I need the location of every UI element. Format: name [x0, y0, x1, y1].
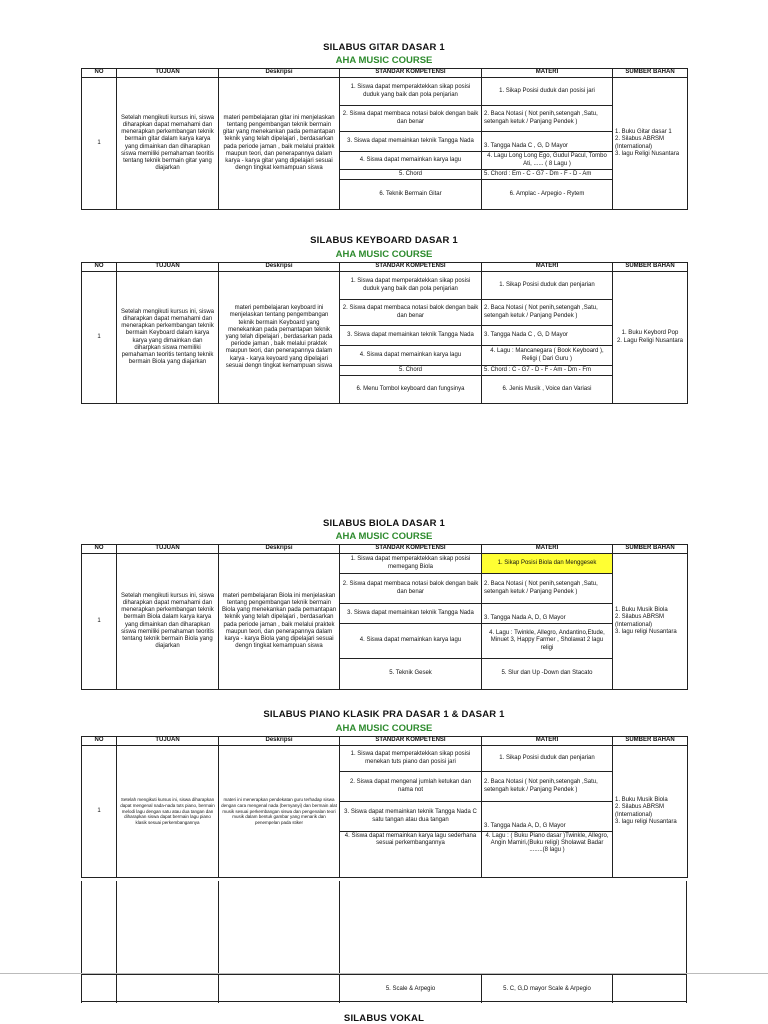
materi-cell: 2. Baca Notasi ( Not penih,setengah ,Satu, setengah ketuk / Panjang Pendek ) — [482, 106, 613, 132]
header-deskripsi: Deskripsi — [219, 737, 340, 746]
header-no: NO — [82, 737, 117, 746]
keyboard-subtitle: AHA MUSIC COURSE — [335, 249, 433, 260]
table-row — [82, 78, 688, 106]
header-materi: MATERI — [482, 737, 613, 746]
table-header-row — [82, 69, 688, 78]
materi-cell: 3. Tangga Nada A, D, G Mayor — [482, 604, 613, 624]
header-no: NO — [82, 263, 117, 272]
table-row — [82, 272, 688, 300]
column-divider — [686, 881, 687, 973]
materi-cell: 1. Sikap Posisi duduk dan posisi jari — [482, 78, 613, 106]
sumber-cell: 1. Buku Musik Biola 2. Silabus ABRSM (International) 3. lagu religi Nusantara — [613, 746, 688, 878]
materi-cell: 6. Jenis Musik , Voice dan Variasi — [482, 376, 613, 404]
materi-cell: 4. Lagu : ( Buku Piano dasar )Twinkle, Allegro, Angin Mamiri,(Buku religi) Sholawat Badar ........(8 lagu ) — [482, 832, 613, 878]
row-number: 1 — [82, 554, 117, 690]
header-deskripsi: Deskripsi — [219, 263, 340, 272]
biola-table — [81, 544, 688, 690]
materi-cell: 4. Lagu : Twinkle, Allegro, Andantino,Etude, Minuet 3, Happy Farmer , Sholawat 2 lagu religi — [482, 624, 613, 659]
header-materi: MATERI — [482, 545, 613, 554]
sumber-cell: 1. Buku Musik Biola 2. Silabus ABRSM (International) 3. lagu religi Nusantara — [613, 554, 688, 690]
standar-cell: 2. Siswa dapat membaca notasi balok dengan baik dan benar — [340, 106, 482, 132]
standar-cell: 3. Siswa dapat memainkan teknik Tangga Nada — [340, 132, 482, 152]
table-header-row — [82, 545, 688, 554]
materi-cell: 3. Tangga Nada A, D, G Mayor — [482, 802, 613, 832]
row-number: 1 — [82, 272, 117, 404]
materi-cell: 5. Chord : C - G7 - D - F - Am - Dm - Fm — [482, 366, 613, 376]
standar-cell: 5. Chord — [340, 170, 482, 180]
materi-cell: 2. Baca Notasi ( Not penih,setengah ,Satu, setengah ketuk / Panjang Pendek ) — [482, 772, 613, 802]
empty-cell — [116, 975, 218, 1003]
empty-cell — [81, 975, 116, 1003]
materi-cell: 2. Baca Notasi ( Not penih,setengah ,Satu, setengah ketuk / Panjang Pendek ) — [482, 574, 613, 604]
vokal-title: SILABUS VOKAL — [343, 1013, 425, 1024]
materi-cell: 3. Tangga Nada C , G, D Mayor — [482, 326, 613, 346]
materi-cell: 4. Lagu Long Long Ego, Gudul Pacul, Tombo Ati, ...... ( 8 Lagu ) — [482, 152, 613, 170]
header-deskripsi: Deskripsi — [219, 545, 340, 554]
column-divider — [339, 881, 340, 973]
deskripsi-cell: materi pembelajaran keyboard ini menjelaskan tentang pengembangan teknik bermain Keyboard yang menekankan pada pemantapan teknik yang telah dipelajari , berdasarkan pada periode jaman , baik melalui praktek maupun teori, dan penerapannya dalam karya - karya keyoard yang dipelajari sesuai dengn tingkat kemampuan siswa — [219, 272, 340, 404]
materi-cell: 1. Sikap Posisi duduk dan penjarian — [482, 272, 613, 300]
column-divider — [81, 881, 82, 973]
standar-cell: 1. Siswa dapat memperaktekkan sikap posisi duduk yang baik dan pola penjarian — [340, 272, 482, 300]
header-tujuan: TUJUAN — [117, 69, 219, 78]
deskripsi-cell: materi ini menerapkan pendekatan guru terhadap siswa dengan cara mengenal nada (bernyanyi) dan bermain alat musik sesuai perkembangan siswa dan pengenalan teori musik dalam bentuk gambar yang menarik dan penempelan pada stiker — [219, 746, 340, 878]
sumber-cell: 1. Buku Keybord Pop 2. Lagu Religi Nusantara — [613, 272, 688, 404]
standar-cell: 2. Siswa dapat membaca notasi balok dengan baik dan benar — [340, 300, 482, 326]
header-tujuan: TUJUAN — [117, 263, 219, 272]
sumber-cell: 1. Buku Gitar dasar 1 2. Silabus ABRSM (International) 3. lagu Religi Nusantara — [613, 78, 688, 210]
materi-cell: 6. Amplac - Arpegio - Rytem — [482, 180, 613, 210]
header-standar: STANDAR KOMPETENSI — [340, 263, 482, 272]
biola-subtitle: AHA MUSIC COURSE — [335, 531, 433, 542]
table-row — [82, 746, 688, 772]
table-header-row — [82, 263, 688, 272]
standar-cell: 4. Siswa dapat memainkan karya lagu — [340, 152, 482, 170]
header-sumber: SUMBER BAHAN — [613, 263, 688, 272]
table-header-row — [82, 737, 688, 746]
empty-cell — [218, 975, 339, 1003]
standar-cell: 2. Siswa dapat mengenal jumlah ketukan dan nama not — [340, 772, 482, 802]
materi-cell: 4. Lagu : Mancanegara ( Book Keyboard ), Religi ( Dari Guru ) — [482, 346, 613, 366]
header-standar: STANDAR KOMPETENSI — [340, 69, 482, 78]
row-number: 1 — [82, 746, 117, 878]
standar-cell: 3. Siswa dapat memainkan teknik Tangga Nada — [340, 604, 482, 624]
empty-cell — [612, 975, 687, 1003]
materi-cell-highlighted: 1. Sikap Posisi Biola dan Menggesek — [482, 554, 613, 574]
materi-cell: 5. C, G,D mayor Scale & Arpegio — [481, 975, 612, 1003]
header-standar: STANDAR KOMPETENSI — [340, 545, 482, 554]
keyboard-title: SILABUS KEYBOARD DASAR 1 — [310, 235, 458, 246]
header-sumber: SUMBER BAHAN — [613, 545, 688, 554]
column-divider — [218, 881, 219, 973]
header-deskripsi: Deskripsi — [219, 69, 340, 78]
piano-title: SILABUS PIANO KLASIK PRA DASAR 1 & DASAR 1 — [263, 709, 505, 720]
standar-cell: 3. Siswa dapat memainkan teknik Tangga Nada C satu tangan atau dua tangan — [340, 802, 482, 832]
standar-cell: 6. Menu Tombol keyboard dan fungsinya — [340, 376, 482, 404]
standar-cell: 5. Chord — [340, 366, 482, 376]
tujuan-cell: Setelah mengikuti kursus ini, siswa diharapkan dapat memahami dan menerapkan perkembangan teknik bermain Biola dalam karya karya yang dimainkan dan diharapkan siswa memiliki pemahaman teoritis tentang teknik bermain Biola yang diajarkan — [117, 554, 219, 690]
standar-cell: 5. Scale & Arpegio — [339, 975, 481, 1003]
piano-table-continuation — [81, 881, 687, 973]
standar-cell: 3. Siswa dapat memainkan teknik Tangga Nada — [340, 326, 482, 346]
piano-subtitle: AHA MUSIC COURSE — [335, 723, 433, 734]
standar-cell: 1. Siswa dapat memperaktekkan sikap posisi memegang Biola — [340, 554, 482, 574]
tujuan-cell: Setelah mengikuti kursus ini, siswa diharapkan dapat memahami dan menerapkan perkembangan teknik bermain Keyboard dalam karya karya yang dimainkan dan diharpkan siswa memiliki pemahaman teoritis tentang teknik bermain Biola yang diajarkan — [117, 272, 219, 404]
row-number: 1 — [82, 78, 117, 210]
materi-cell: 1. Sikap Posisi duduk dan penjarian — [482, 746, 613, 772]
table-row — [82, 554, 688, 574]
header-standar: STANDAR KOMPETENSI — [340, 737, 482, 746]
biola-title: SILABUS BIOLA DASAR 1 — [322, 518, 446, 529]
header-sumber: SUMBER BAHAN — [613, 69, 688, 78]
materi-cell: 3. Tangga Nada C , G, D Mayor — [482, 132, 613, 152]
tujuan-cell: Setelah mengikuti kursus ini, siswa diharapkan dapat mengenal nada-nada tuts piano, bermain melodi lagu dengan satu atau dua tangan dan diharapkan siswa dapat bermain lagu piano klasik sesuai perkembangannya — [117, 746, 219, 878]
standar-cell: 1. Siswa dapat memperaktekkan sikap posisi duduk yang baik dan pola penjarian — [340, 78, 482, 106]
piano-last-row — [81, 974, 687, 1002]
deskripsi-cell: materi pembelajaran Biola ini menjelaskan tentang pengembangan teknik bermain Biola yang menekankan pada pemantapan teknik yang telah dipelajari , berdasarkan pada periode jaman , baik melalui praktek maupun teori, dan penerapannya dalam karya - karya Biola yang dipelajari sesuai dengn tingkat kemampuan siswa — [219, 554, 340, 690]
materi-cell: 5. Slur dan Up -Down dan Stacato — [482, 659, 613, 690]
gitar-subtitle: AHA MUSIC COURSE — [335, 55, 433, 66]
standar-cell: 4. Siswa dapat memainkan karya lagu — [340, 346, 482, 366]
header-materi: MATERI — [482, 69, 613, 78]
materi-cell: 5. Chord : Em - C - G7 - Dm - F - D - Am — [482, 170, 613, 180]
standar-cell: 1. Siswa dapat memperaktekkan sikap posisi menekan tuts piano dan posisi jari — [340, 746, 482, 772]
header-materi: MATERI — [482, 263, 613, 272]
header-no: NO — [82, 69, 117, 78]
gitar-table — [81, 68, 688, 210]
piano-table — [81, 736, 688, 878]
standar-cell: 6. Teknik Bermain Gitar — [340, 180, 482, 210]
standar-cell: 4. Siswa dapat memainkan karya lagu — [340, 624, 482, 659]
column-divider — [116, 881, 117, 973]
header-sumber: SUMBER BAHAN — [613, 737, 688, 746]
materi-cell: 2. Baca Notasi ( Not penih,setengah ,Satu, setengah ketuk / Panjang Pendek ) — [482, 300, 613, 326]
keyboard-table — [81, 262, 688, 404]
standar-cell: 2. Siswa dapat membaca notasi balok dengan baik dan benar — [340, 574, 482, 604]
header-no: NO — [82, 545, 117, 554]
tujuan-cell: Setelah mengikuti kursus ini, siswa diharapkan dapat memahami dan menerapkan perkembangan teknik bermain gitar dalam karya karya yang dimainkan dan diharapkan siswa memiliki pemahaman teoritis tentang teknik bermain gitar yang diajarkan — [117, 78, 219, 210]
header-tujuan: TUJUAN — [117, 737, 219, 746]
standar-cell: 5. Teknik Gesek — [340, 659, 482, 690]
header-tujuan: TUJUAN — [117, 545, 219, 554]
gitar-title: SILABUS GITAR DASAR 1 — [323, 42, 445, 53]
standar-cell: 4. Siswa dapat memainkan karya lagu sederhana sesuai perkembangannya — [340, 832, 482, 878]
deskripsi-cell: materi pembelajaran gitar ini menjelaskan tentang pengembangan teknik bermain gitar yang menekankan pada pemantapan teknik yang telah dipelajari , berdasarkan pada periode jaman , baik melalui praktek maupun teori, dan penerapannya dalam karya - karya gitar yang dipelajari sesuai dengn tingkat kemampuan siswa — [219, 78, 340, 210]
